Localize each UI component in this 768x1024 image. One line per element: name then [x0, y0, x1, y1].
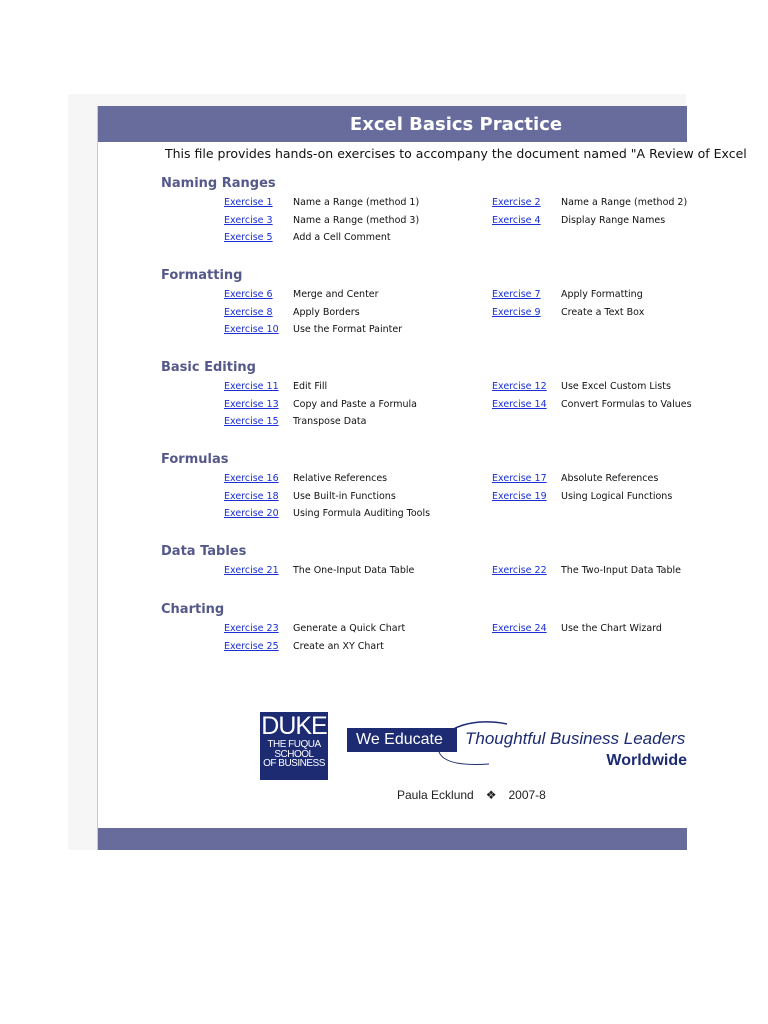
- exercise-description: The Two-Input Data Table: [561, 565, 681, 576]
- exercise-description: Use Built-in Functions: [293, 490, 396, 502]
- exercise-description: Name a Range (method 3): [293, 214, 420, 226]
- exercise-description: Display Range Names: [561, 214, 666, 226]
- exercise-description: Copy and Paste a Formula: [293, 398, 417, 410]
- slogan-banner: [347, 718, 687, 774]
- exercise-link[interactable]: Exercise 7: [492, 289, 541, 300]
- exercise-link[interactable]: Exercise 13: [224, 398, 279, 410]
- section-heading: Charting: [161, 602, 225, 617]
- exercise-link[interactable]: Exercise 4: [492, 214, 541, 226]
- logo-word: DUKE: [261, 712, 327, 740]
- worksheet-page: [97, 106, 747, 850]
- exercise-link[interactable]: Exercise 14: [492, 398, 547, 410]
- exercise-description: Using Logical Functions: [561, 490, 673, 502]
- section-heading: Data Tables: [161, 544, 247, 559]
- year-label: 2007-8: [508, 788, 546, 802]
- exercise-link[interactable]: Exercise 25: [224, 640, 279, 652]
- exercise-description: Use Excel Custom Lists: [561, 381, 671, 392]
- exercise-description: Edit Fill: [293, 381, 328, 392]
- exercise-link[interactable]: Exercise 1: [224, 197, 273, 208]
- exercise-link[interactable]: Exercise 20: [224, 508, 279, 520]
- exercise-description: Use the Chart Wizard: [561, 623, 662, 634]
- section-heading: Formatting: [161, 268, 243, 283]
- exercise-link[interactable]: Exercise 2: [492, 197, 541, 208]
- section-heading: Formulas: [161, 452, 229, 467]
- banner-lead-box: [347, 728, 457, 752]
- exercise-link[interactable]: Exercise 8: [224, 306, 273, 318]
- exercise-description: Create a Text Box: [561, 306, 645, 318]
- logo-sub-2: SCHOOL: [274, 748, 314, 760]
- page-title: Excel Basics Practice: [349, 113, 563, 135]
- exercise-description: Name a Range (method 2): [561, 197, 688, 208]
- footer-bar: [98, 828, 687, 850]
- banner-worldwide: Worldwide: [606, 752, 687, 769]
- exercise-link[interactable]: Exercise 11: [224, 381, 279, 392]
- exercise-link[interactable]: Exercise 22: [492, 565, 547, 576]
- section-heading: Basic Editing: [161, 360, 256, 375]
- exercise-link[interactable]: Exercise 3: [224, 214, 273, 226]
- title-bar: [98, 106, 687, 142]
- duke-fuqua-logo: [260, 712, 328, 780]
- exercise-link[interactable]: Exercise 18: [224, 490, 279, 502]
- credits: [397, 788, 546, 802]
- intro-text: This file provides hands-on exercises to accompany the document named "A Review of Excel: [165, 146, 747, 161]
- exercise-link[interactable]: Exercise 5: [224, 232, 273, 244]
- banner-lead: We Educate: [356, 731, 443, 748]
- logo-sub-3: OF BUSINESS: [263, 758, 325, 769]
- exercise-description: Name a Range (method 1): [293, 197, 420, 208]
- exercise-description: Generate a Quick Chart: [293, 623, 406, 634]
- exercise-description: Convert Formulas to Values: [561, 398, 692, 410]
- exercise-link[interactable]: Exercise 21: [224, 565, 279, 576]
- exercise-link[interactable]: Exercise 24: [492, 623, 547, 634]
- exercise-link[interactable]: Exercise 6: [224, 289, 273, 300]
- exercise-link[interactable]: Exercise 10: [224, 324, 279, 336]
- exercise-link[interactable]: Exercise 16: [224, 473, 279, 484]
- exercise-description: Apply Formatting: [561, 289, 643, 300]
- section-heading: Naming Ranges: [161, 176, 276, 191]
- exercise-description: Apply Borders: [293, 306, 360, 318]
- exercise-link[interactable]: Exercise 19: [492, 490, 547, 502]
- exercise-description: Using Formula Auditing Tools: [293, 508, 431, 520]
- author-name: Paula Ecklund: [397, 788, 474, 802]
- banner-tagline: Thoughtful Business Leaders: [465, 729, 686, 748]
- exercise-description: Transpose Data: [293, 416, 367, 428]
- exercise-description: Use the Format Painter: [293, 324, 403, 336]
- exercise-description: Create an XY Chart: [293, 640, 384, 652]
- exercise-link[interactable]: Exercise 23: [224, 623, 279, 634]
- exercise-description: Relative References: [293, 473, 388, 484]
- exercise-description: Absolute References: [561, 473, 659, 484]
- exercise-link[interactable]: Exercise 12: [492, 381, 547, 392]
- exercise-link[interactable]: Exercise 17: [492, 473, 547, 484]
- exercise-link[interactable]: Exercise 15: [224, 416, 279, 428]
- exercise-description: Merge and Center: [293, 289, 379, 300]
- separator-glyph: ❖: [485, 788, 497, 802]
- exercise-description: The One-Input Data Table: [293, 565, 415, 576]
- exercise-link[interactable]: Exercise 9: [492, 306, 541, 318]
- exercise-description: Add a Cell Comment: [293, 232, 391, 244]
- logo-sub-1: THE FUQUA: [267, 739, 321, 750]
